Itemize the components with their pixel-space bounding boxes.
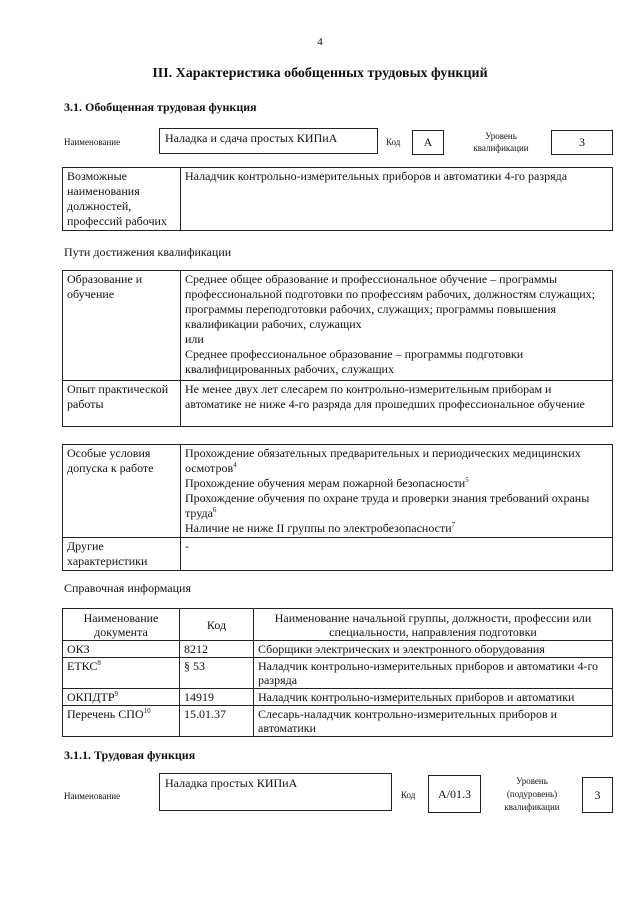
- reference-name: Наладчик контрольно-измерительных приборов и автоматики: [254, 689, 613, 706]
- footnote-ref: 10: [143, 707, 151, 715]
- education-line-3: Среднее профессиональное образование – программы подготовки квалифицированных рабочих, служащих: [185, 347, 524, 376]
- tf-name-field: [159, 773, 392, 811]
- tf-code-field: [428, 775, 481, 813]
- education-line-2: или: [185, 332, 204, 346]
- tf-level-value: 3: [594, 787, 601, 802]
- reference-name: Сборщики электрических и электронного оборудования: [254, 641, 613, 658]
- condition-labor-safety: Прохождение обучения по охране труда и проверки знания требований охраны труда$^6$: [185, 491, 590, 520]
- reference-heading: Справочная информация: [64, 581, 191, 595]
- reference-code: 14919: [180, 689, 254, 706]
- reference-header-doc: Наименование документа: [63, 609, 180, 641]
- section-title: III. Характеристика обобщенных трудовых функций: [152, 66, 488, 81]
- gtf-level-label-line2: квалификации: [473, 143, 529, 153]
- gtf-name-label: Наименование: [64, 137, 121, 147]
- experience-label: Опыт практической работы: [63, 381, 181, 427]
- tf-code-value: А/01.3: [438, 786, 471, 801]
- table-row: [63, 658, 613, 689]
- conditions-value: [181, 445, 613, 538]
- page-number: 4: [317, 36, 323, 48]
- gtf-code-label: Код: [386, 137, 401, 147]
- gtf-code-field: [412, 130, 444, 155]
- condition-fire-safety: Прохождение обучения мерам пожарной безопасности$^5$: [185, 476, 469, 490]
- tf-level-label: [491, 775, 573, 814]
- reference-name: Слесарь-наладчик контрольно-измерительных приборов и автоматики: [254, 706, 613, 737]
- other-value: -: [181, 538, 613, 571]
- footnote-ref: 9: [114, 690, 119, 698]
- condition-electrical-safety: Наличие не ниже II группы по электробезопасности$^7$: [185, 521, 456, 535]
- reference-header-code: Код: [180, 609, 254, 641]
- education-label: Образование и обучение: [63, 271, 181, 381]
- subsection-title: 3.1. Обобщенная трудовая функция: [64, 100, 257, 114]
- positions-table: [62, 167, 613, 231]
- positions-value: Наладчик контрольно-измерительных приборов и автоматики 4-го разряда: [181, 168, 613, 231]
- footnote-ref: 7: [451, 521, 456, 529]
- conditions-label: Особые условия допуска к работе: [63, 445, 181, 538]
- gtf-level-field: [551, 130, 613, 155]
- gtf-level-label: [460, 130, 542, 154]
- positions-label: Возможные наименования должностей, профессий рабочих: [63, 168, 181, 231]
- gtf-code-value: А: [423, 135, 433, 149]
- footnote-ref: 4: [233, 461, 237, 469]
- experience-value: Не менее двух лет слесарем по контрольно-измерительным приборам и автоматике не ниже 4-го разряда для прошедших профессиональное обучение: [181, 381, 613, 427]
- qualification-paths-table: [62, 270, 613, 427]
- table-row: [63, 689, 613, 706]
- tf-level-field: [582, 777, 613, 813]
- footnote-ref: 5: [465, 476, 469, 484]
- footnote-ref: 8: [97, 659, 101, 667]
- tf-name-label: Наименование: [64, 791, 121, 801]
- reference-code: 15.01.37: [180, 706, 254, 737]
- conditions-table: [62, 444, 613, 571]
- tf-level-label-line3: квалификации: [504, 802, 560, 812]
- condition-medical: Прохождение обязательных предварительных и периодических медицинских осмотров$^4$: [185, 446, 581, 475]
- reference-header-row: [63, 609, 613, 641]
- gtf-level-value: 3: [579, 135, 585, 149]
- tf-level-label-line1: Уровень: [516, 776, 548, 786]
- reference-table: [62, 608, 613, 737]
- table-row: [63, 706, 613, 737]
- reference-doc: ОКЗ: [63, 641, 180, 658]
- reference-code: § 53: [180, 658, 254, 689]
- footnote-ref: 6: [212, 506, 217, 514]
- tf-level-label-line2: (подуровень): [506, 789, 558, 799]
- gtf-name-value: Наладка и сдача простых КИПиА: [165, 131, 338, 145]
- reference-doc: Перечень СПО$^{10}$: [63, 706, 180, 737]
- gtf-name-field: [159, 128, 378, 154]
- reference-doc: ОКПДТР$^9$: [63, 689, 180, 706]
- reference-header-name: Наименование начальной группы, должности, профессии или специальности, направления подготовки: [254, 609, 613, 641]
- subsubsection-title: 3.1.1. Трудовая функция: [64, 748, 196, 762]
- paths-heading: Пути достижения квалификации: [64, 245, 232, 259]
- other-label: Другие характеристики: [63, 538, 181, 571]
- education-value: [181, 271, 613, 381]
- reference-name: Наладчик контрольно-измерительных приборов и автоматики 4-го разряда: [254, 658, 613, 689]
- gtf-level-label-line1: Уровень: [485, 131, 517, 141]
- education-line-1: Среднее общее образование и профессиональное обучение – программы профессиональной подготовки по профессиям рабочих, должностям служащих; программы переподготовки рабочих, служащих; программы повышения квалификации рабочих, служащих: [185, 272, 595, 331]
- tf-name-value: Наладка простых КИПиА: [165, 776, 298, 790]
- reference-doc: ЕТКС$^8$: [63, 658, 180, 689]
- reference-code: 8212: [180, 641, 254, 658]
- tf-code-label: Код: [401, 790, 416, 800]
- table-row: [63, 641, 613, 658]
